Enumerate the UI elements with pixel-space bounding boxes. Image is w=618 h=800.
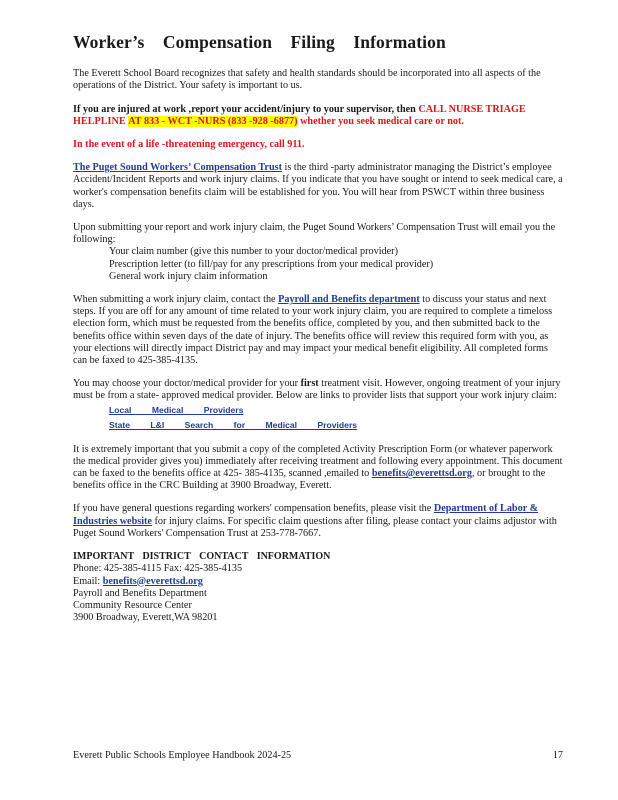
contact-address: 3900 Broadway, Everett,WA 98201: [73, 612, 218, 624]
claim-email-list: [73, 246, 563, 283]
labor-industries-link[interactable]: Department of Labor & Industries website: [73, 503, 539, 527]
contact-phone: Phone: 425-385-4115 Fax: 425-385-4135: [73, 563, 243, 575]
state-li-search-link[interactable]: State L&I Search for Medical Providers: [109, 419, 358, 430]
payroll-benefits-link[interactable]: Payroll and Benefits department: [278, 294, 420, 306]
document-page: [73, 32, 563, 624]
local-providers-link[interactable]: Local Medical Providers: [109, 404, 244, 415]
list-item: [90, 403, 563, 418]
page-title: Worker’s Compensation Filing Information: [73, 32, 446, 52]
activity-form-paragraph: It is extremely important that you submit a copy of the completed Activity Prescription Form (or whatever paperwork the medical provider gives you) immediately after receiving treatment and following every appointment. This document can be faxed to the benefits office at 425- 385-4135, scanned ,emailed to benefits@everettsd.org, or brought to the benefits office in the CRC Building at 3900 Broadway, Everett.: [73, 443, 563, 492]
claim-email-intro: Upon submitting your report and work injury claim, the Puget Sound Workers’ Compensation Trust will email you the following:: [73, 222, 556, 246]
contact-center: Community Resource Center: [73, 599, 192, 611]
list-item: Prescription letter (to fill/pay for any prescriptions from your medical provider): [109, 258, 434, 270]
intro-paragraph: The Everett School Board recognizes that safety and health standards should be incorporated into all aspects of the operations of the District. Your safety is important to us.: [73, 68, 541, 92]
nurse-helpline-number: AT 833 - WCT -NURS (833 -928 -6877): [128, 115, 298, 127]
contact-email-link[interactable]: benefits@everettsd.org: [102, 575, 203, 587]
contact-heading: IMPORTANT DISTRICT CONTACT INFORMATION: [73, 551, 331, 563]
page-number: 17: [552, 750, 563, 761]
trust-text: is the third -party administrator managing the District’s employee Accident/Incident Reports and work injury claims. If you indicate that you have sought or intend to seek medical care, a worker's compensation benefits claim will be established for you. You will hear from PSWCT within three business days.: [73, 162, 563, 210]
trust-link[interactable]: The Puget Sound Workers’ Compensation Trust: [73, 162, 282, 174]
footer-text: Everett Public Schools Employee Handbook 2024-25: [73, 750, 292, 761]
payroll-paragraph: When submitting a work injury claim, contact the Payroll and Benefits department to discuss your status and next steps. If you are off for any amount of time related to your work injury claim, you are required to complete a timeloss election form, which must be requested from the benefits office, completed by you, and then submitted back to the benefits office within seven days of the date of injury. The benefits office will review this required form with you, as your elections will directly impact District pay and may impact your medical benefit eligibility. All completed forms can be faxed to 425-385-4135.: [73, 294, 553, 367]
list-item: [90, 418, 563, 433]
provider-paragraph: You may choose your doctor/medical provider for your first treatment visit. However, ongoing treatment of your injury must be from a state- approved medical provider. Below are links to provider lists that support your work injury claim:: [73, 378, 561, 402]
injury-instructions: [73, 104, 563, 128]
questions-paragraph: If you have general questions regarding workers' compensation benefits, please visit the Department of Labor & Industries website for injury claims. For specific claim questions after filing, please contact your claims adjustor with Puget Sound Workers' Compensation Trust at 253-778-7667.: [73, 503, 557, 539]
contact-department: Payroll and Benefits Department: [73, 587, 207, 599]
injury-instructions-text: If you are injured at work ,report your accident/injury to your supervisor, then: [73, 103, 416, 115]
nurse-helpline-label: CALL NURSE TRIAGE HELPLINE: [73, 103, 526, 127]
list-item: General work injury claim information: [109, 270, 268, 282]
page-footer: [73, 750, 563, 761]
contact-block: [73, 551, 563, 624]
contact-email-line: Email: benefits@everettsd.org: [73, 575, 203, 587]
nurse-helpline-note: whether you seek medical care or not.: [300, 115, 464, 127]
list-item: Your claim number (give this number to your doctor/medical provider): [109, 246, 398, 258]
trust-paragraph: [73, 162, 563, 211]
emergency-notice: In the event of a life -threatening emergency, call 911.: [73, 139, 305, 151]
first-emphasis: first: [300, 378, 319, 390]
benefits-email-link[interactable]: benefits@everettsd.org: [371, 468, 472, 480]
provider-links-list: [73, 403, 563, 433]
